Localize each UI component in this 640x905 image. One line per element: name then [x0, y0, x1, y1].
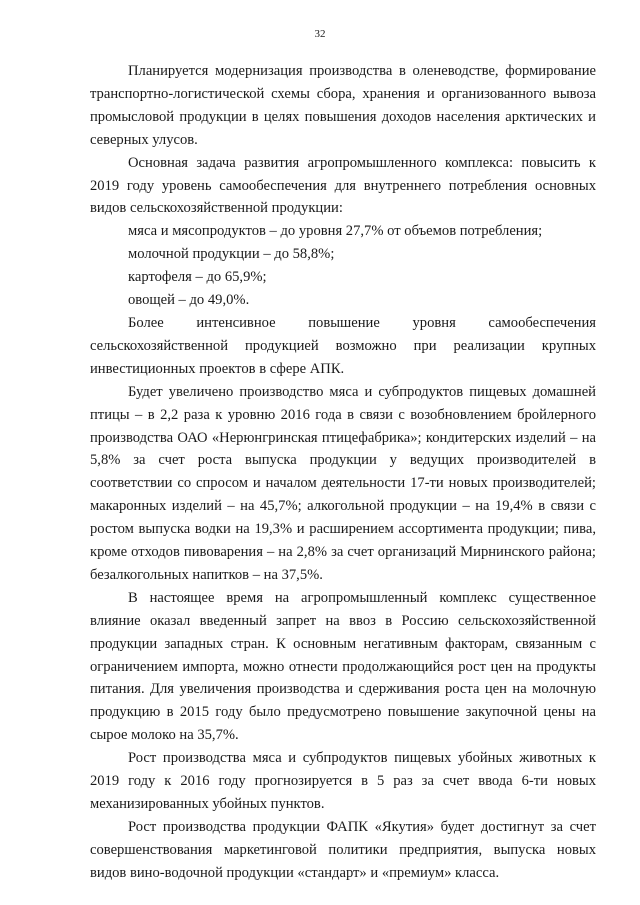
- paragraph-slaughter-points: Рост производства мяса и субпродуктов пищевых убойных животных к 2019 году к 2016 году прогнозируется в 5 раз за счет ввода 6-ти новых механизированных убойных пунктов.: [90, 750, 596, 812]
- paragraph-main-task: Основная задача развития агропромышленного комплекса: повысить к 2019 году уровень самообеспечения для внутреннего потребления основных видов сельскохозяйственной продукции:: [90, 154, 596, 217]
- list-item-potatoes: картофеля – до 65,9%;: [128, 269, 267, 286]
- paragraph-investment: Более интенсивное повышение уровня самообеспечения сельскохозяйственной продукцией возможно при реализации крупных инвестиционных проектов в сфере АПК.: [90, 314, 596, 377]
- list-item-dairy: молочной продукции – до 58,8%;: [128, 246, 335, 263]
- page-number: 32: [314, 28, 326, 40]
- paragraph-import-ban: В настоящее время на агропромышленный комплекс существенное влияние оказал введенный запрет на ввоз в Россию сельскохозяйственной продукции западных стран. К основным негативным факторам, связанным с ограничением импорта, можно отнести продолжающийся рост цен на продукты питания. Для увеличения производства и сдерживания роста цен на молочную продукцию в 2015 году было предусмотрено повышение закупочной цены на сырое молоко на 35,7%.: [90, 589, 596, 744]
- document-body: [90, 60, 596, 885]
- list-item-meat: мяса и мясопродуктов – до уровня 27,7% от объемов потребления;: [128, 223, 543, 240]
- paragraph-reindeer: Планируется модернизация производства в оленеводстве, формирование транспортно-логистической схемы сбора, хранения и организованного вывоза промысловой продукции в целях повышения доходов населения арктических и северных улусов.: [90, 63, 596, 148]
- paragraph-fapk-yakutia: Рост производства продукции ФАПК «Якутия» будет достигнут за счет совершенствования маркетинговой политики предприятия, выпуска новых видов вино-водочной продукции «стандарт» и «премиум» класса.: [90, 818, 596, 881]
- list-item-vegetables: овощей – до 49,0%.: [128, 292, 250, 309]
- paragraph-production-increase: Будет увеличено производство мяса и субпродуктов пищевых домашней птицы – в 2,2 раза к уровню 2016 года в связи с возобновлением бройлерного производства ОАО «Нерюнгринская птицефабрика»; кондитерских изделий – на 5,8% за счет роста выпуска продукции у ведущих производителей в соответствии со спросом и началом деятельности 17-ти новых производителей; макаронных изделий – на 45,7%; алкогольной продукции – на 19,4% в связи с ростом выпуска водки на 19,3% и расширением ассортимента продукции; пива, кроме отходов пивоварения – на 2,8% за счет организаций Мирнинского района; безалкогольных напитков – на 37,5%.: [90, 383, 596, 583]
